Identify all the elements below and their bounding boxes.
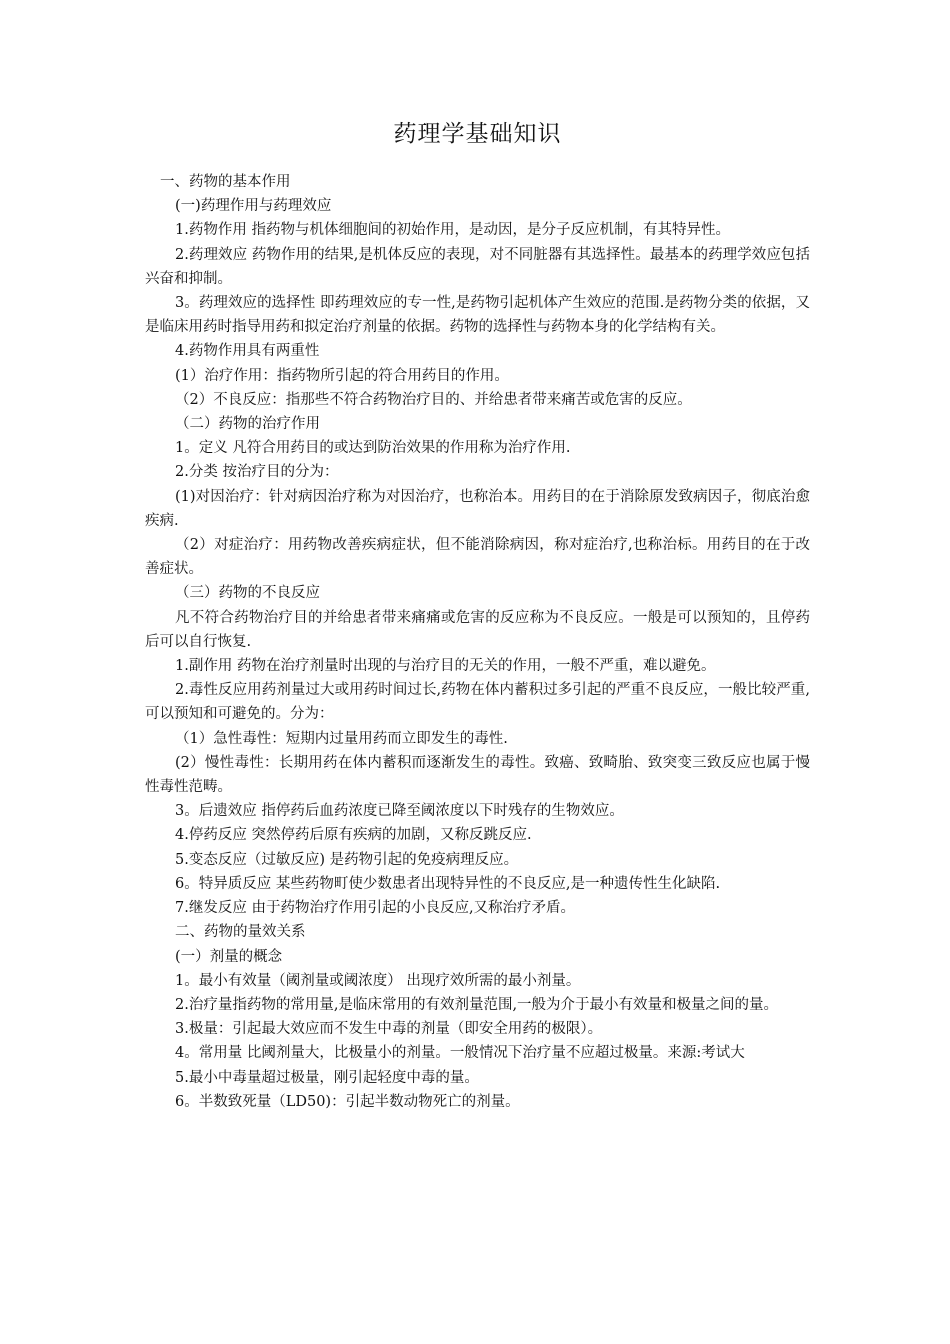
paragraph: 4.药物作用具有两重性 — [175, 343, 320, 360]
paragraph: 2.治疗量指药物的常用量,是临床常用的有效剂量范围,一般为介于最小有效量和极量之间的量。 — [175, 996, 779, 1013]
paragraph: 7.继发反应 由于药物治疗作用引起的小良反应,又称治疗矛盾。 — [175, 900, 576, 917]
paragraph: 1.副作用 药物在治疗剂量时出现的与治疗目的无关的作用，一般不严重，难以避免。 — [175, 658, 716, 675]
paragraph: (1）治疗作用：指药物所引起的符合用药目的作用。 — [175, 367, 509, 384]
paragraph: 2.药理效应 药物作用的结果,是机体反应的表现，对不同脏器有其选择性。最基本的药理学效应包括兴奋和抑制。 — [145, 246, 810, 287]
paragraph: 1。最小有效量（阈剂量或阈浓度） 出现疗效所需的最小剂量。 — [175, 972, 581, 989]
paragraph: 3.极量：引起最大效应而不发生中毒的剂量（即安全用药的极限）。 — [175, 1021, 603, 1038]
paragraph: （三）药物的不良反应 — [175, 585, 320, 602]
paragraph: (一）剂量的概念 — [175, 948, 283, 965]
paragraph: 5.最小中毒量超过极量，刚引起轻度中毒的量。 — [175, 1069, 479, 1086]
paragraph: 6。特异质反应 某些药物町使少数患者出现特异性的不良反应,是一种遗传性生化缺陷. — [175, 875, 721, 892]
paragraph: 5.变态反应（过敏反应) 是药物引起的免疫病理反应。 — [175, 851, 519, 868]
document-body — [145, 170, 810, 1114]
paragraph: (1)对因治疗：针对病因治疗称为对因治疗，也称治本。用药目的在于消除原发致病因子，彻底治愈疾病. — [145, 488, 810, 529]
document-title: 药理学基础知识 — [393, 121, 562, 147]
paragraph: 1。定义 凡符合用药目的或达到防治效果的作用称为治疗作用. — [175, 440, 571, 457]
paragraph: 二、药物的量效关系 — [175, 924, 306, 941]
paragraph: 一、药物的基本作用 — [160, 174, 291, 190]
paragraph: 2.分类 按治疗目的分为： — [175, 464, 339, 481]
paragraph: (一)药理作用与药理效应 — [175, 198, 332, 215]
document-page — [145, 118, 810, 1114]
paragraph: （二）药物的治疗作用 — [175, 416, 320, 433]
paragraph: 4。常用量 比阈剂量大，比极量小的剂量。一般情况下治疗量不应超过极量。来源:考试大 — [175, 1045, 745, 1062]
paragraph: 2.毒性反应用药剂量过大或用药时间过长,药物在体内蓄积过多引起的严重不良反应，一般比较严重,可以预知和可避免的。分为： — [145, 682, 810, 723]
paragraph: （2）不良反应：指那些不符合药物治疗目的、并给患者带来痛苦或危害的反应。 — [175, 391, 692, 408]
paragraph: 3。药理效应的选择性 即药理效应的专一性,是药物引起机体产生效应的范围.是药物分类的依据，又是临床用药时指导用药和拟定治疗剂量的依据。药物的选择性与药物本身的化学结构有关。 — [145, 295, 810, 336]
paragraph: （1）急性毒性：短期内过量用药而立即发生的毒性. — [175, 730, 508, 747]
paragraph: 6。半数致死量（LD50)：引起半数动物死亡的剂量。 — [175, 1093, 520, 1110]
paragraph: （2）对症治疗：用药物改善疾病症状，但不能消除病因，称对症治疗,也称治标。用药目的在于改善症状。 — [145, 537, 810, 578]
paragraph: 凡不符合药物治疗目的并给患者带来痛痛或危害的反应称为不良反应。一般是可以预知的，且停药后可以自行恢复. — [145, 609, 810, 650]
paragraph: (2）慢性毒性：长期用药在体内蓄积而逐渐发生的毒性。致癌、致畸胎、致突变三致反应也属于慢性毒性范畴。 — [145, 754, 810, 796]
paragraph: 3。后遗效应 指停药后血药浓度已降至阈浓度以下时残存的生物效应。 — [175, 803, 624, 820]
paragraph: 1.药物作用 指药物与机体细胞间的初始作用，是动因，是分子反应机制，有其特异性。 — [175, 222, 730, 239]
paragraph: 4.停药反应 突然停药后原有疾病的加剧，又称反跳反应. — [175, 827, 532, 844]
